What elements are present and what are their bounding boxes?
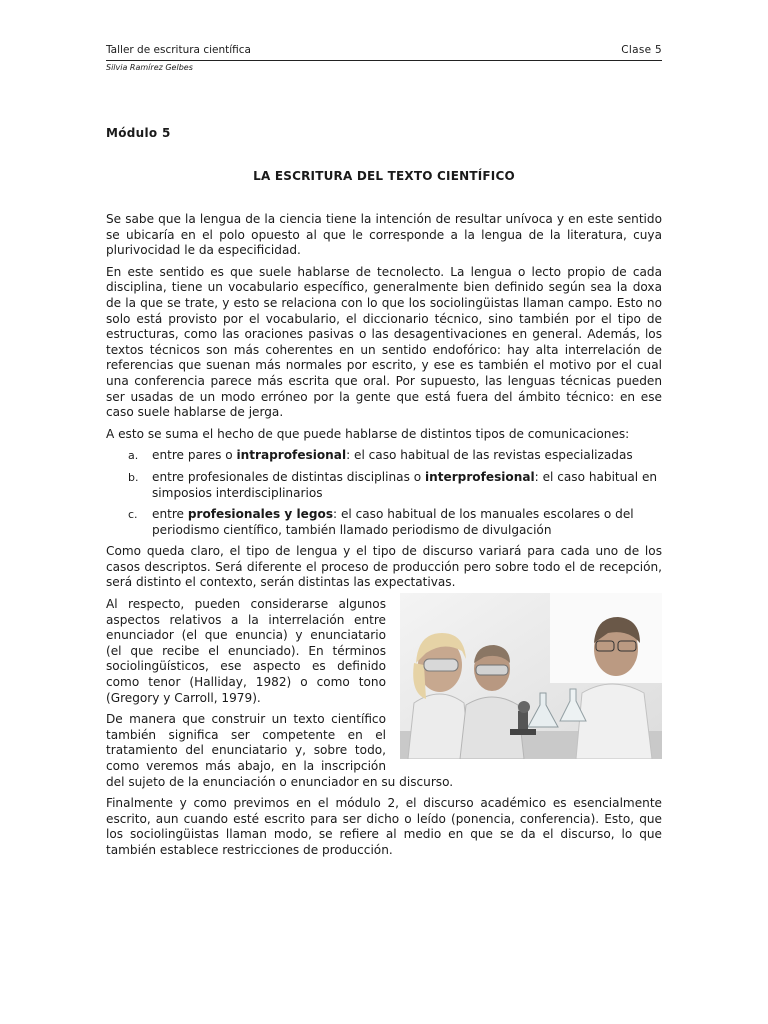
module-heading: Módulo 5 [106,126,171,140]
paragraph-7: Finalmente y como previmos en el módulo 2, el discurso académico es esencialmente escrito, aun cuando esté escrito para ser dicho o leído (ponencia, conferencia). Esto, que los sociolingüistas llaman modo, se refiere al medio en que se da el discurso, lo que también establece restricciones de producción. [106,796,662,857]
list-item-term: interprofesional [424,469,535,484]
header-rule [106,60,662,61]
author-name: Silvia Ramírez Gelbes [106,63,193,72]
document-title: LA ESCRITURA DEL TEXTO CIENTÍFICO [253,169,515,183]
document-page [106,44,662,859]
list-item-term: intraprofesional [236,448,347,463]
class-label: Clase 5 [621,44,662,56]
paragraph-6: De manera que construir un texto científico también significa ser competente en el tratamiento del enunciatario y, sobre todo, como veremos más abajo, en la inscripción del sujeto de la enunciación o enunciador en su discurso. [106,712,454,789]
paragraph-2: En este sentido es que suele hablarse de tecnolecto. La lengua o lecto propio de cada disciplina, tiene un vocabulario específico, generalmente bien definido según sea la doxa de la que se trate, y esto se relaciona con lo que los sociolingüistas llaman campo. Esto no solo está provisto por el vocabulario, el diccionario técnico, sino también por el tipo de estructuras, como las oraciones pasivas o las desagentivaciones en general. Además, los textos técnicos son más coherentes en un sentido endofórico: hay alta interrelación de referencias que suenan más normales por escrito, y ese es también el motivo por el cual una conferencia parece más escrita que oral. Por supuesto, las lenguas técnicas pueden ser usadas de un modo erróneo por la gente que está fuera del ámbito técnico: en ese caso suele hablarse de jerga. [106,264,662,420]
paragraph-1: Se sabe que la lengua de la ciencia tiene la intención de resultar unívoca y en este sentido se ubicaría en el polo opuesto al que le corresponde a la lengua de la literatura, cuya plurivocidad le da especificidad. [106,212,662,258]
list-item: c. entre profesionales y legos: el caso habitual de los manuales escolares o del periodismo científico, también llamado periodismo de divulgación [128,507,634,537]
paragraph-5: Al respecto, pueden considerarse algunos aspectos relativos a la interrelación entre enunciador (el que enuncia) y enunciatario (el que recibe el enunciado). En términos sociolingüísticos, ese aspecto es definido como tenor (Halliday, 1982) o como tono (Gregory y Carroll, 1979). [106,597,386,705]
paragraph-3: A esto se suma el hecho de que puede hablarse de distintos tipos de comunicaciones: [106,426,630,441]
list-item: a. entre pares o intraprofesional: el caso habitual de las revistas especializadas [128,448,633,463]
course-title: Taller de escritura científica [106,44,251,56]
list-item-term: profesionales y legos [187,507,334,522]
list-item-label: c. [128,508,138,522]
list-item: b. entre profesionales de distintas disciplinas o interprofesional: el caso habitual en simposios interdisciplinarios [128,469,658,500]
lab-scientists-photo [400,593,662,759]
list-item-label: a. [128,449,139,463]
list-item-label: b. [128,470,139,484]
communication-types-list [106,448,662,538]
page-header [106,44,662,60]
paragraph-4: Como queda claro, el tipo de lengua y el tipo de discurso variará para cada uno de los casos descriptos. Será diferente el proceso de producción pero sobre todo el de recepción, será distinto el contexto, serán distintas las expectativas. [106,544,662,590]
